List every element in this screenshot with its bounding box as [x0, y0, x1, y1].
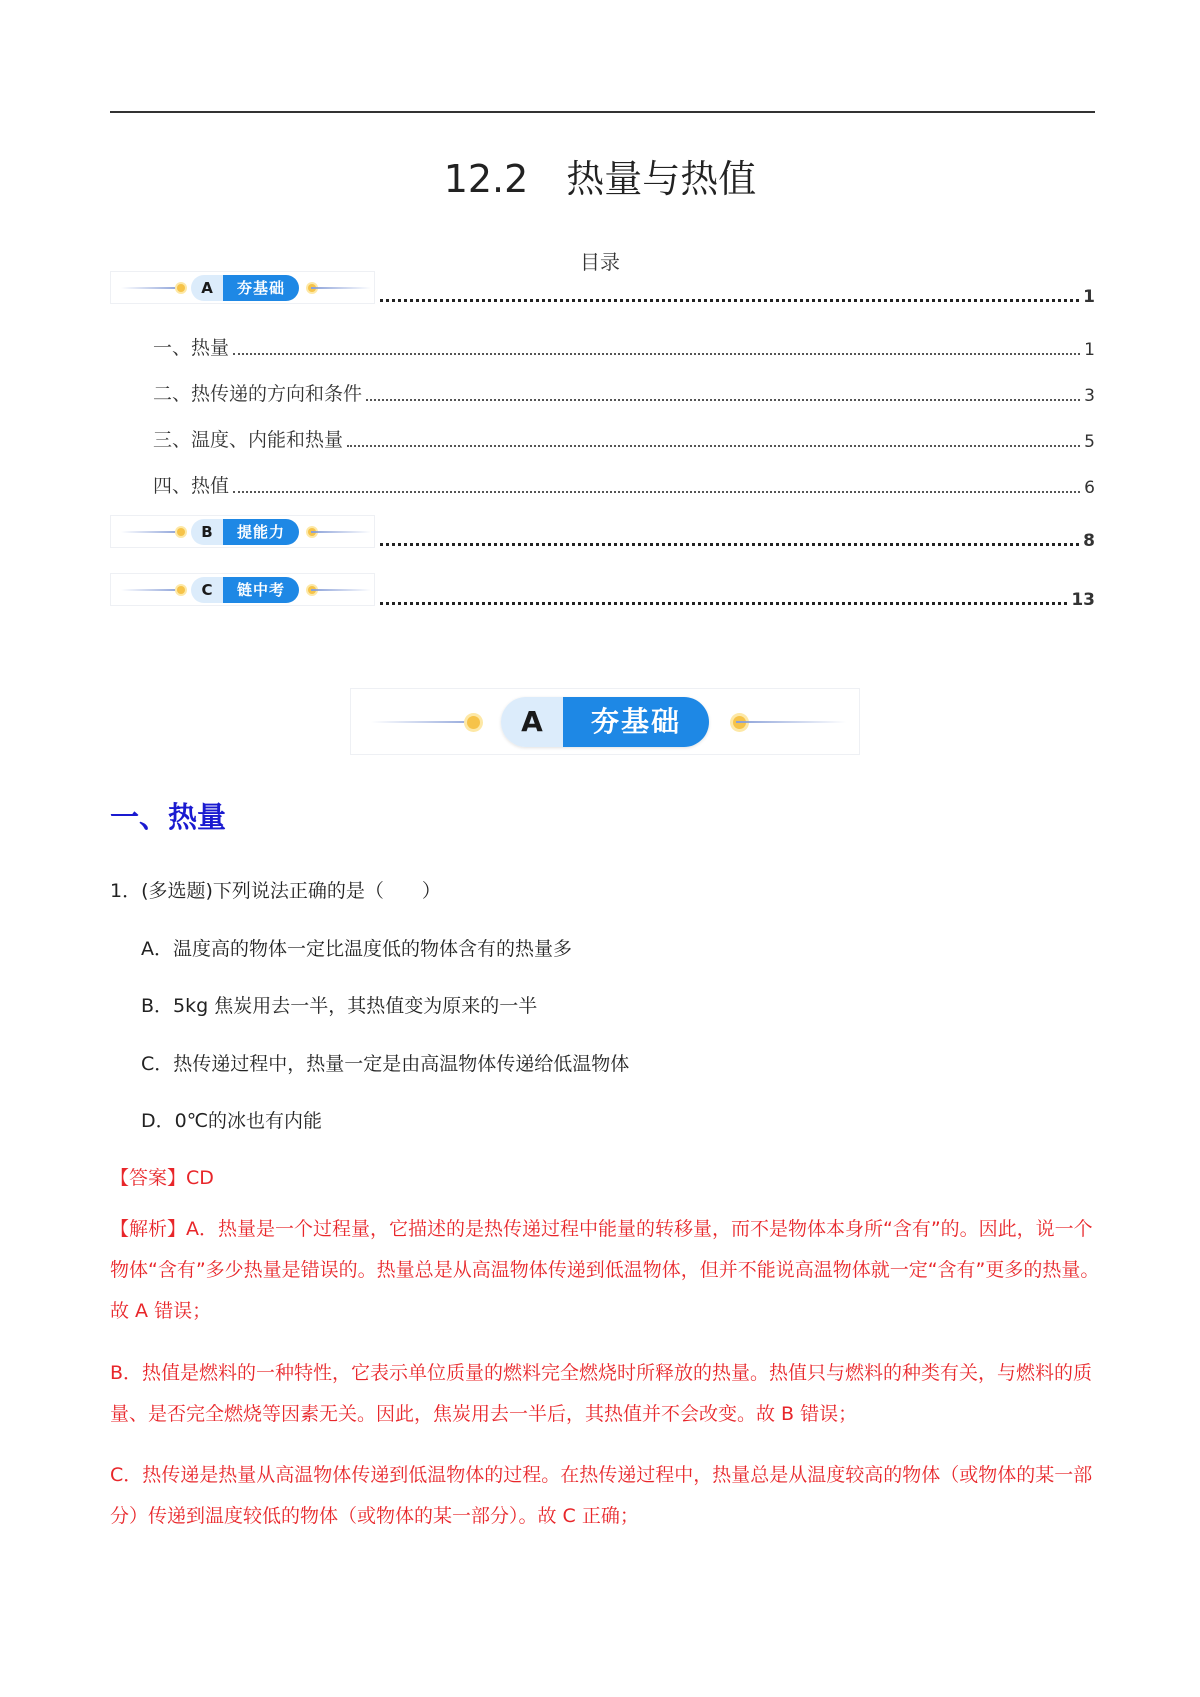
toc-page-number: 3	[1084, 386, 1095, 406]
toc-item[interactable]	[153, 379, 1095, 406]
analysis-paragraph-b: B．热值是燃料的一种特性，它表示单位质量的燃料完全燃烧时所释放的热量。热值只与燃料的种类有关，与燃料的质量、是否完全燃烧等因素无关。因此，焦炭用去一半后，其热值并不会改变。故 B 错误；	[110, 1362, 1093, 1425]
question-option-c: C．热传递过程中，热量一定是由高温物体传递给低温物体	[141, 1053, 630, 1075]
toc-page-number: 6	[1084, 478, 1095, 498]
badge-line	[121, 531, 181, 533]
badge-letter: A	[191, 275, 223, 301]
toc-leader	[233, 491, 1080, 493]
analysis-paragraph-c: C．热传递是热量从高温物体传递到低温物体的过程。在热传递过程中，热量总是从温度较高的物体（或物体的某一部分）传递到温度较低的物体（或物体的某一部分）。故 C 正确；	[110, 1464, 1093, 1527]
badge-word: 夯基础	[563, 697, 709, 747]
badge-dot	[177, 586, 185, 594]
toc-heading: 目录	[580, 250, 620, 274]
question-stem: 1．(多选题)下列说法正确的是（ ）	[110, 880, 441, 902]
badge-line	[311, 287, 371, 289]
toc-leader	[233, 353, 1080, 355]
analysis-paragraph-a: 【解析】A．热量是一个过程量，它描述的是热传递过程中能量的转移量，而不是物体本身所“含有”的。因此，说一个物体“含有”多少热量是错误的。热量总是从高温物体传递到低温物体，但并不能说高温物体就一定“含有”更多的热量。故 A 错误；	[110, 1218, 1100, 1322]
toc-leader	[380, 543, 1079, 546]
header-rule	[110, 111, 1095, 113]
toc-item[interactable]	[153, 425, 1095, 452]
title-number: 12.2	[443, 157, 529, 201]
question-option-d: D．0℃的冰也有内能	[141, 1110, 323, 1132]
badge-line	[311, 531, 371, 533]
badge-word: 提能力	[223, 519, 299, 545]
toc-leader	[380, 299, 1079, 302]
title-text: 热量与热值	[566, 157, 757, 201]
badge-line	[736, 721, 846, 723]
question-option-a: A．温度高的物体一定比温度低的物体含有的热量多	[141, 938, 572, 960]
badge-line	[311, 589, 371, 591]
toc-section-badge-a[interactable]	[110, 271, 375, 304]
badge-line	[121, 589, 181, 591]
toc-section-badge-c[interactable]	[110, 573, 375, 606]
toc-leader	[380, 602, 1067, 605]
badge-dot	[467, 716, 480, 729]
toc-item-label: 三、温度、内能和热量	[153, 429, 344, 451]
toc-page-number: 1	[1083, 287, 1095, 307]
toc-page-number: 13	[1071, 590, 1095, 610]
badge-dot	[177, 284, 185, 292]
badge-line	[121, 287, 181, 289]
badge-pill	[191, 519, 299, 545]
question-option-b: B．5kg 焦炭用去一半，其热值变为原来的一半	[141, 995, 538, 1017]
badge-letter: C	[191, 577, 223, 603]
section-heading: 一、热量	[110, 800, 227, 834]
toc-leader	[366, 399, 1080, 401]
toc-page-number: 1	[1084, 340, 1095, 360]
answer-line: 【答案】CD	[110, 1167, 214, 1189]
badge-pill	[191, 275, 299, 301]
toc-section-row-a[interactable]	[380, 287, 1095, 307]
badge-dot	[177, 528, 185, 536]
toc-item-label: 一、热量	[153, 337, 230, 359]
toc-section-row-c[interactable]	[380, 590, 1095, 610]
toc-item[interactable]	[153, 333, 1095, 360]
badge-letter: A	[501, 697, 563, 747]
badge-word: 链中考	[223, 577, 299, 603]
badge-pill	[191, 577, 299, 603]
toc-page-number: 8	[1083, 531, 1095, 551]
toc-item[interactable]	[153, 471, 1095, 498]
badge-letter: B	[191, 519, 223, 545]
toc-section-row-b[interactable]	[380, 531, 1095, 551]
badge-pill	[501, 697, 709, 747]
toc-item-label: 四、热值	[153, 475, 230, 497]
toc-page-number: 5	[1084, 432, 1095, 452]
badge-line	[371, 721, 481, 723]
badge-word: 夯基础	[223, 275, 299, 301]
toc-leader	[347, 445, 1080, 447]
page-title	[0, 148, 1200, 203]
section-badge	[350, 688, 860, 755]
toc-section-badge-b[interactable]	[110, 515, 375, 548]
toc-item-label: 二、热传递的方向和条件	[153, 383, 363, 405]
